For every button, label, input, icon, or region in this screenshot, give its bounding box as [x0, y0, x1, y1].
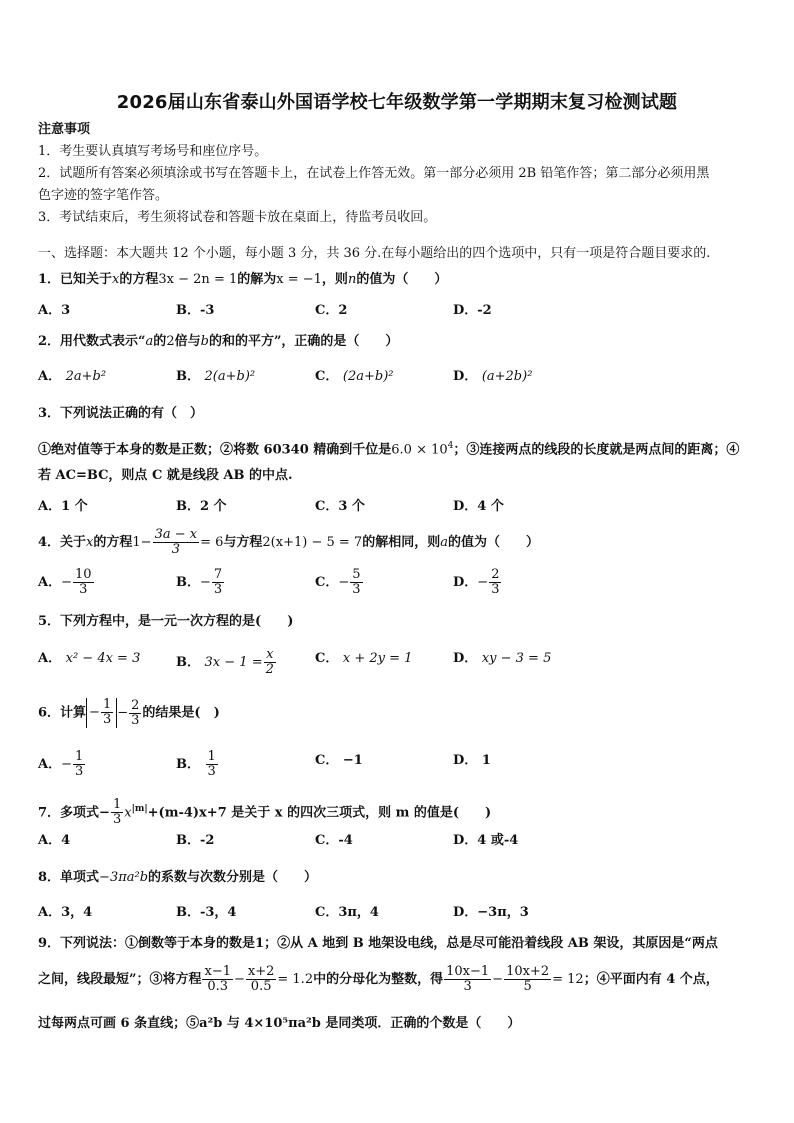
q3-option-d[interactable]: D．4 个 — [453, 499, 504, 514]
q4-fraction — [153, 528, 200, 557]
minus-sign: − — [477, 575, 489, 590]
option-label: A． — [38, 651, 62, 666]
absolute-value — [86, 698, 117, 728]
numerator: x−1 — [204, 964, 231, 979]
q7-text: +(m-4)x+7 是关于 x 的四次三项式，则 m 的值是( ) — [147, 805, 492, 821]
option-label: C． — [315, 651, 339, 666]
q7-var: x — [124, 805, 132, 821]
option-fraction — [350, 568, 362, 597]
q1-solution: x = −1 — [276, 272, 322, 287]
q9-fraction — [504, 965, 551, 994]
option-label: A． — [38, 757, 62, 772]
q2-option-c[interactable] — [315, 366, 393, 388]
option-expr: (2a+b)² — [342, 369, 394, 384]
q8-option-b[interactable]: B．-3，4 — [176, 905, 237, 920]
q1-option-a[interactable]: A．3 — [38, 303, 71, 318]
question-7 — [38, 794, 756, 828]
numerator: x+2 — [247, 964, 275, 979]
q4-option-a[interactable] — [38, 568, 95, 597]
option-fraction — [212, 568, 224, 597]
q9-fraction — [444, 965, 491, 994]
q4-text: 的方程 — [93, 535, 133, 550]
option-label: A． — [38, 369, 62, 384]
q2-text: 的 — [153, 334, 167, 349]
q5-option-a[interactable] — [38, 648, 140, 670]
q3-statement-line: 若 AC=BC，则点 C 就是线段 AB 的中点. — [38, 468, 293, 483]
minus-sign: − — [338, 575, 350, 590]
q7-option-d[interactable]: D．4 或-4 — [453, 833, 519, 848]
section-heading: 一、选择题：本大题共 12 个小题，每小题 3 分，共 36 分.在每小题给出的四个选项中，只有一项是符合题目要求的. — [38, 246, 711, 261]
q5-option-d[interactable] — [453, 648, 551, 670]
q2-num: 2 — [166, 334, 175, 349]
option-expr: x + 2y = 1 — [342, 651, 413, 666]
q6-option-d[interactable] — [453, 750, 491, 772]
q9-text: 之间，线段最短”；③将方程 — [38, 972, 202, 987]
denominator: 3 — [171, 542, 180, 557]
note-item: 1．考生要认真填写考场号和座位序号。 — [38, 144, 268, 159]
q4-text: 的值为（ ） — [447, 535, 539, 550]
numerator: 7 — [213, 567, 223, 582]
denominator: 3 — [131, 712, 140, 728]
note-item: 3．考试结束后，考生须将试卷和答题卡放在桌面上，待监考员收回。 — [38, 210, 437, 225]
q2-text: 2．用代数式表示“ — [38, 334, 146, 349]
denominator: 3 — [75, 764, 84, 779]
q3-option-a[interactable]: A．1 个 — [38, 499, 88, 514]
q8-text: 的系数与次数分别是（ ） — [148, 870, 318, 885]
q9-line: 之间，线段最短”；③将方程 $\frac{x-1}{0.3}$ − $\frac{x+2}{0.5}$ = 1.2中的分母化为整数，得 $\frac{10x-1}{3}$ − $\frac{10x+2}{5}$ = 12；④平面内有 4 个点， — [38, 964, 719, 994]
option-label: D． — [453, 753, 478, 768]
option-expr: 3x − 1 = — [204, 655, 263, 670]
option-expr: 2(a+b)² — [204, 369, 256, 384]
q6-option-a[interactable] — [38, 750, 86, 779]
option-expr: (a+2b)² — [481, 369, 533, 384]
question-3: 3．下列说法正确的有（ ） — [38, 406, 204, 421]
q2-option-a[interactable] — [38, 366, 106, 388]
q4-text: 的解相同，则 — [362, 535, 441, 550]
q9-text: ；④平面内有 4 个点， — [583, 972, 719, 987]
q2-text: 的和的平方”，正确的是（ ） — [208, 334, 399, 349]
option-label: D． — [453, 369, 478, 384]
q3-number: 6.0 × 10 — [391, 442, 448, 458]
q1-text: 的值为（ ） — [356, 272, 448, 287]
q6-fraction — [101, 698, 113, 727]
q5-option-c[interactable] — [315, 648, 412, 670]
denominator: 0.3 — [207, 979, 229, 994]
option-label: C． — [315, 753, 339, 768]
minus-sign: − — [61, 575, 72, 590]
q1-var: n — [347, 272, 357, 287]
option-fraction — [264, 648, 276, 677]
q9-expr: = 12 — [552, 972, 584, 987]
q2-var: b — [200, 334, 209, 349]
question-2 — [38, 332, 756, 352]
option-label: C． — [315, 369, 339, 384]
q4-var: a — [440, 535, 448, 550]
option-expr: x² − 4x = 3 — [65, 651, 141, 666]
numerator: 2 — [491, 567, 500, 582]
q7-fraction — [111, 798, 123, 827]
q3-option-b[interactable]: B．2 个 — [176, 499, 227, 514]
denominator: 3 — [102, 712, 112, 727]
q6-option-b[interactable] — [176, 750, 219, 779]
numerator: x — [264, 648, 276, 663]
question-6 — [38, 698, 756, 729]
q4-expr: = 6 — [200, 535, 224, 550]
q3-option-c[interactable]: C．3 个 — [315, 499, 365, 514]
question-4 — [38, 528, 756, 558]
question-1 — [38, 270, 756, 290]
q7-text: 7．多项式− — [38, 805, 110, 821]
q1-text: 1．已知关于 — [38, 272, 113, 287]
q8-monomial: −3πa²b — [99, 870, 149, 885]
q6-option-c[interactable] — [315, 750, 363, 772]
q4-text: 与方程 — [223, 535, 263, 550]
q8-option-a[interactable]: A．3，4 — [38, 905, 93, 920]
numerator: 10 — [75, 567, 92, 582]
q4-expr: 1− — [132, 535, 152, 550]
question-5: 5．下列方程中，是一元一次方程的是( ) — [38, 614, 294, 629]
q3-exponent: 4 — [447, 441, 454, 451]
denominator: 3 — [491, 582, 500, 597]
denominator: 3 — [463, 979, 472, 994]
q5-option-b[interactable] — [176, 648, 277, 677]
denominator: 3 — [352, 582, 361, 597]
q3-statement-line — [38, 436, 756, 460]
q8-option-d[interactable]: D．−3π，3 — [453, 905, 529, 920]
option-label: C． — [315, 575, 339, 590]
q2-option-d[interactable] — [453, 366, 532, 388]
option-label: A． — [38, 575, 62, 590]
q4-expr: 2(x+1) − 5 = 7 — [262, 535, 363, 550]
notes-heading: 注意事项 — [38, 122, 91, 137]
numerator: 2 — [131, 697, 140, 713]
option-expr: 2a+b² — [65, 369, 107, 384]
q4-text: 4．关于 — [38, 535, 87, 550]
q2-text: 倍与 — [174, 334, 201, 349]
numerator: 1 — [102, 697, 112, 712]
q8-option-c[interactable]: C．3π，4 — [315, 905, 379, 920]
q9-fraction — [246, 965, 277, 994]
option-expr: xy − 3 = 5 — [481, 651, 552, 666]
q4-option-b[interactable] — [176, 568, 225, 597]
option-label: B． — [176, 655, 200, 670]
q7-option-c[interactable]: C．-4 — [315, 833, 353, 848]
q4-var: x — [86, 535, 94, 550]
q7-option-a[interactable]: A．4 — [38, 833, 71, 848]
option-label: B． — [176, 369, 200, 384]
option-value: 1 — [481, 753, 491, 768]
q2-option-b[interactable] — [176, 366, 255, 388]
option-label: B． — [176, 757, 200, 772]
q1-text: 的解为 — [237, 272, 277, 287]
q1-option-b[interactable]: B．-3 — [176, 303, 215, 318]
q2-var: a — [145, 334, 154, 349]
q1-option-d[interactable]: D．-2 — [453, 303, 492, 318]
numerator: 10x+2 — [506, 964, 550, 979]
minus-sign: − — [200, 575, 211, 590]
numerator: 1 — [112, 797, 122, 813]
q1-var: x — [112, 272, 120, 287]
option-fraction — [489, 568, 501, 597]
option-fraction — [206, 750, 218, 779]
denominator: 0.5 — [250, 979, 272, 994]
minus-sign: − — [61, 757, 72, 772]
note-item: 2．试题所有答案必须填涂或书写在答题卡上，在试卷上作答无效。第一部分必须用 2B 铅笔作答；第二部分必须用黑 — [38, 166, 710, 181]
q1-text: ，则 — [321, 272, 348, 287]
q6-fraction — [129, 699, 141, 728]
option-label: B． — [176, 575, 200, 590]
option-fraction — [73, 568, 94, 597]
denominator: 3 — [79, 582, 88, 597]
q6-text: 的结果是( ) — [142, 705, 220, 721]
denominator: 2 — [265, 662, 274, 677]
q9-text: 中的分母化为整数，得 — [313, 972, 444, 987]
q4-option-c[interactable] — [315, 568, 364, 597]
question-8 — [38, 868, 756, 888]
q4-option-d[interactable] — [453, 568, 502, 597]
numerator: 1 — [75, 749, 84, 764]
numerator: 1 — [207, 749, 216, 764]
q8-text: 8．单项式 — [38, 870, 100, 885]
q9-expr: = 1.2 — [277, 972, 314, 987]
q1-option-c[interactable]: C．2 — [315, 303, 348, 318]
page-title: 2026届山东省泰山外国语学校七年级数学第一学期期末复习检测试题 — [116, 92, 678, 113]
q6-text: 6．计算 — [38, 705, 87, 721]
minus-sign: − — [117, 705, 129, 721]
q1-text: 的方程 — [119, 272, 159, 287]
option-value: −1 — [342, 753, 363, 768]
q7-option-b[interactable]: B．-2 — [176, 833, 215, 848]
option-label: D． — [453, 651, 478, 666]
minus-sign: − — [89, 705, 100, 720]
q9-line: 过每两点可画 6 条直线；⑤a²b 与 4×10⁵πa²b 是同类项．正确的个数是（ ） — [38, 1016, 521, 1031]
q9-fraction — [202, 965, 233, 994]
q3-text: ；③连接两点的线段的长度就是两点间的距离；④ — [453, 442, 740, 458]
q3-text: ①绝对值等于本身的数是正数；②将数 60340 精确到千位是 — [38, 442, 392, 458]
question-9: 9．下列说法：①倒数等于本身的数是1；②从 A 地到 B 地架设电线，总是尽可能沿着线段 AB 架设，其原因是“两点 — [38, 936, 718, 951]
numerator: 5 — [352, 567, 361, 582]
denominator: 5 — [523, 979, 532, 994]
option-fraction — [73, 750, 85, 779]
denominator: 3 — [112, 812, 122, 828]
note-item: 色字迹的签字笔作答。 — [38, 188, 169, 203]
q7-exponent: |m| — [131, 804, 148, 814]
denominator: 3 — [213, 582, 223, 597]
numerator: 10x−1 — [446, 964, 490, 979]
option-label: D． — [453, 575, 478, 590]
q1-equation: 3x − 2n = 1 — [158, 272, 238, 287]
denominator: 3 — [207, 764, 216, 779]
numerator: 3a − x — [154, 527, 198, 542]
